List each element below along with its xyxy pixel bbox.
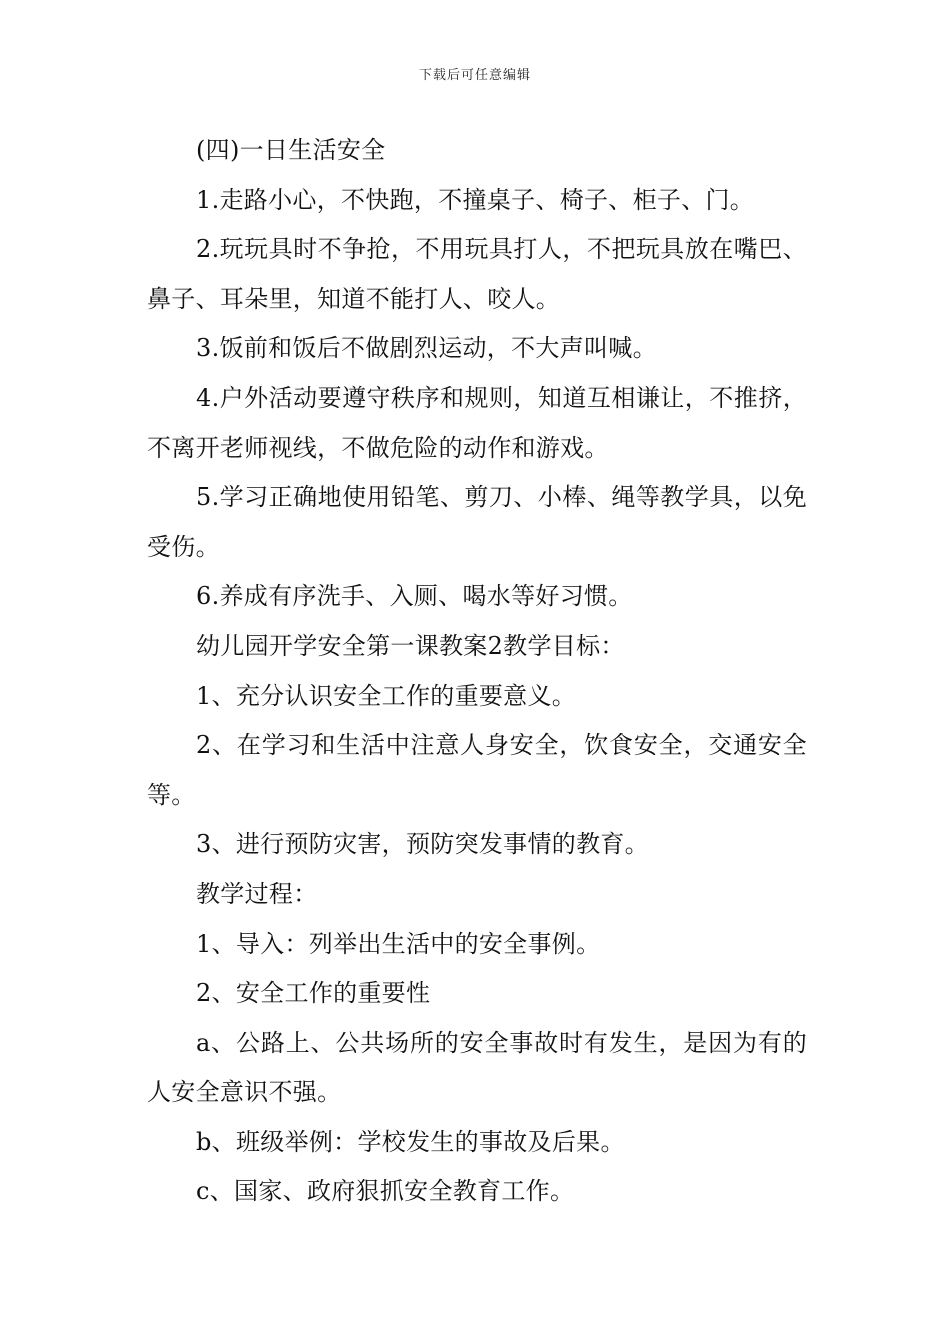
lesson-title: 幼儿园开学安全第一课教案2教学目标： (196, 631, 625, 660)
paragraph: 2、在学习和生活中注意人身安全，饮食安全，交通安全等。 (147, 731, 807, 809)
section-heading: 教学过程： (196, 879, 318, 908)
paragraph: 6.养成有序洗手、入厕、喝水等好习惯。 (196, 582, 633, 611)
paragraph: c、国家、政府狠抓安全教育工作。 (196, 1177, 575, 1206)
paragraph: a、公路上、公共场所的安全事故时有发生，是因为有的人安全意识不强。 (147, 1028, 807, 1107)
paragraph: 2、安全工作的重要性 (196, 979, 431, 1008)
paragraph: b、班级举例：学校发生的事故及后果。 (196, 1127, 625, 1156)
paragraph: 3.饭前和饭后不做剧烈运动，不大声叫喊。 (196, 334, 657, 363)
paragraph: 4.户外活动要遵守秩序和规则，知道互相谦让，不推挤，不离开老师视线，不做危险的动作和游戏。 (147, 383, 807, 462)
paragraph: 1、充分认识安全工作的重要意义。 (196, 681, 577, 710)
paragraph: 1.走路小心，不快跑，不撞桌子、椅子、柜子、门。 (196, 185, 755, 214)
paragraph: 1、导入：列举出生活中的安全事例。 (196, 929, 601, 958)
paragraph: 3、进行预防灾害，预防突发事情的教育。 (196, 830, 649, 859)
document-body (147, 126, 807, 1217)
paragraph: 2.玩玩具时不争抢，不用玩具打人，不把玩具放在嘴巴、鼻子、耳朵里，知道不能打人、咬人。 (147, 235, 807, 313)
paragraph: 5.学习正确地使用铅笔、剪刀、小棒、绳等教学具，以免受伤。 (147, 483, 807, 561)
section-heading: (四)一日生活安全 (196, 136, 386, 164)
page-header: 下载后可任意编辑 (418, 68, 531, 83)
